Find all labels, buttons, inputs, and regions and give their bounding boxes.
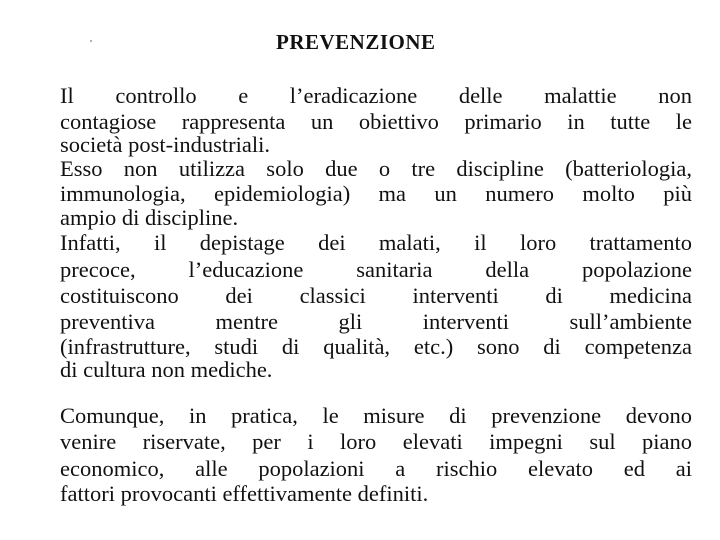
text-line: fattori provocanti effettivamente definiti. xyxy=(60,481,429,506)
text-line: ampio di discipline. xyxy=(60,205,239,230)
page-title: PREVENZIONE xyxy=(276,30,436,54)
text-line: preventiva mentre gli interventi sull’ambiente xyxy=(60,309,692,334)
text-line: precoce, l’educazione sanitaria della popolazione xyxy=(60,257,692,282)
scan-speck xyxy=(90,40,92,42)
text-line: Infatti, il depistage dei malati, il loro trattamento xyxy=(60,230,692,255)
text-line: economico, alle popolazioni a rischio elevato ed ai xyxy=(60,456,692,481)
text-line: Comunque, in pratica, le misure di prevenzione devono xyxy=(60,403,692,428)
text-line: costituiscono dei classici interventi di medicina xyxy=(60,283,692,308)
text-line: Il controllo e l’eradicazione delle malattie non xyxy=(60,83,692,108)
text-line: Esso non utilizza solo due o tre discipline (batteriologia, xyxy=(60,156,692,181)
text-line: società post-industriali. xyxy=(60,132,270,157)
text-line: (infrastrutture, studi di qualità, etc.) sono di competenza xyxy=(60,334,692,359)
text-line: contagiose rappresenta un obiettivo primario in tutte le xyxy=(60,109,692,134)
text-line: immunologia, epidemiologia) ma un numero molto più xyxy=(60,181,692,206)
text-line: venire riservate, per i loro elevati impegni sul piano xyxy=(60,429,692,454)
text-line: di cultura non mediche. xyxy=(60,357,273,382)
